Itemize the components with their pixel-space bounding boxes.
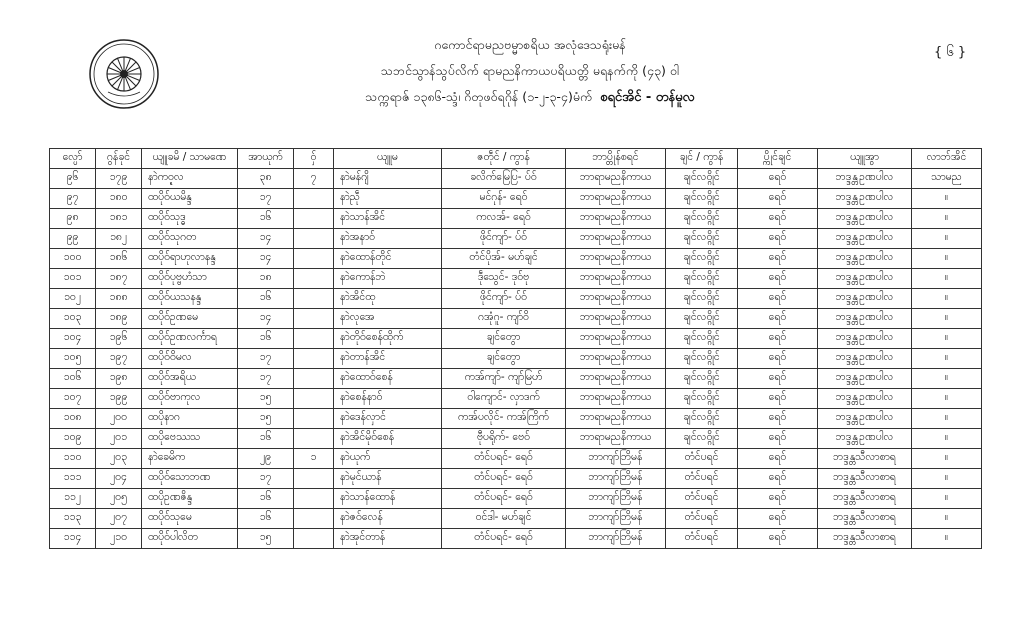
table-cell: နာဲသာန်ထောန် (334, 489, 442, 509)
table-cell: ၁၆ (238, 509, 294, 529)
table-row (50, 249, 982, 269)
table-cell: ထပိုဝ်ဝိမလ (142, 349, 238, 369)
table-cell: ၂၀၀ (96, 409, 142, 429)
organization-seal (88, 38, 160, 110)
table-cell: နာဲမန်ဂျိ (334, 169, 442, 189)
table-cell: ထပိုဗေဿသ (142, 429, 238, 449)
table-cell: ၁၀၅ (50, 349, 96, 369)
table-cell: နာဲဒေန်လှာင် (334, 409, 442, 429)
table-cell (294, 389, 334, 409)
table-cell: ထပိုဝ်သုဂတ (142, 229, 238, 249)
table-cell: ၉၉ (50, 229, 96, 249)
header-line-3-prefix: သက္ကရာဇ် ၁၃၈၆-သ္ဒံ၊ ဂိတုဖဝ်ရဂိုန် (၁-၂-၃-၄)မံက် (365, 89, 593, 104)
table-cell: ၁၈ (238, 269, 294, 289)
table-cell: တံင်ပရင်- ရေဝ် (442, 529, 566, 549)
table-cell: ရေဝ် (738, 249, 818, 269)
table-cell: ဘဒ္ဒန္တဥဏပါလ (818, 269, 912, 289)
header-row (50, 149, 982, 169)
table-cell: ဘာရာမညနိကာယ (566, 329, 666, 349)
table-cell: ။ (912, 529, 982, 549)
table-cell: ဘဒ္ဒန္တဥဏပါလ (818, 329, 912, 349)
table-cell: နာဲအိင်ထု (334, 289, 442, 309)
table-cell: ၁၇ (238, 189, 294, 209)
table-cell: ချင်လဝ္ဂိုင် (666, 189, 738, 209)
table-cell: တံင်ပရင် (666, 509, 738, 529)
table-cell (294, 369, 334, 389)
table-row (50, 489, 982, 509)
table-cell: ချင်လဝ္ဂိုင် (666, 289, 738, 309)
table-cell: ချင်တွော (442, 329, 566, 349)
table-cell: ဘဒ္ဒန္တဥဏပါလ (818, 389, 912, 409)
table-cell: နာဲယုက် (334, 449, 442, 469)
table-cell: ဒဵုသွေင်- ဒုဝ်ဗု (442, 269, 566, 289)
table-cell: ။ (912, 509, 982, 529)
table-header (50, 149, 982, 169)
table-cell: ၁၈၂ (96, 229, 142, 249)
table-cell: ချင်လဝ္ဂိုင် (666, 169, 738, 189)
table-cell: ထပိုဝ်ပုဗ္ဗဟံသာ (142, 269, 238, 289)
table-cell: တံင်ပိုအ်- မဟ်ချင် (442, 249, 566, 269)
column-header: ဘာပ္တိုန်စရင် (566, 149, 666, 169)
table-cell: ဘာရာမညနိကာယ (566, 429, 666, 449)
table-cell: ဘာရာမညနိကာယ (566, 209, 666, 229)
table-cell: ထပိုဝ်ဥဏလင်္ကာရ (142, 329, 238, 349)
table-cell: ၁၉၆ (96, 329, 142, 349)
table-cell: ကအ်ကျာ်- ကျာ်မြဟ် (442, 369, 566, 389)
table-row (50, 409, 982, 429)
table-cell: ဖိုင်ကျာ်- ပ်ဝ် (442, 229, 566, 249)
table-cell: ။ (912, 329, 982, 349)
table-cell: နာဲလုအေ (334, 309, 442, 329)
column-header: ချင် / ကွာန် (666, 149, 738, 169)
table-cell: ။ (912, 209, 982, 229)
table-cell: ဂအုံဂူ- ကျာ်ဝိ (442, 309, 566, 329)
table-cell: ဘဒ္ဒန္တဥဏပါလ (818, 409, 912, 429)
table-cell: ထပိုဝ်အရိယ (142, 369, 238, 389)
table-cell: ၁၀၉ (50, 429, 96, 449)
table-row (50, 469, 982, 489)
table-cell: ၁၆ (238, 209, 294, 229)
table-cell: ၁၄ (238, 229, 294, 249)
page-number: { ၆ } (934, 45, 967, 60)
table-cell: ကအ်ပလိုင်- ကအ်ကြိက် (442, 409, 566, 429)
table-cell: ၉၈ (50, 209, 96, 229)
table-cell: ။ (912, 309, 982, 329)
column-header: ယျူခမိ / သာမဏေ (142, 149, 238, 169)
table-cell: ၁၁၄ (50, 529, 96, 549)
table-cell (294, 249, 334, 269)
table-cell: ဘဒ္ဒန္တဥဏပါလ (818, 229, 912, 249)
table-cell: ချင်လဝ္ဂိုင် (666, 409, 738, 429)
table-cell: ဘဒ္ဒန္တသီလာစာရ (818, 469, 912, 489)
table-cell: ဘာကျာ်ဘြိမန် (566, 469, 666, 489)
table-cell: ၁၄ (238, 309, 294, 329)
table-cell: ရေဝ် (738, 209, 818, 229)
table-row (50, 169, 982, 189)
table-cell: ချင်လဝ္ဂိုင် (666, 229, 738, 249)
table-body (50, 169, 982, 549)
table-row (50, 329, 982, 349)
table-cell: ၁၇ (238, 469, 294, 489)
table-cell: ။ (912, 449, 982, 469)
table-cell: ချင်လဝ္ဂိုင် (666, 309, 738, 329)
table-cell: ဘဒ္ဒန္တဥဏပါလ (818, 289, 912, 309)
table-cell: ၉၆ (50, 169, 96, 189)
table-cell: ဗီုပရိုက်- ဗေဝ် (442, 429, 566, 449)
table-cell: တံင်ပရင်- ရေဝ် (442, 489, 566, 509)
table-cell: ချင်လဝ္ဂိုင် (666, 369, 738, 389)
table-cell: ၁၈၀ (96, 189, 142, 209)
table-row (50, 509, 982, 529)
table-cell: ၂၉ (238, 449, 294, 469)
table-cell (294, 529, 334, 549)
table-cell: ။ (912, 369, 982, 389)
column-header: ယျူအွာ (818, 149, 912, 169)
table-cell: ။ (912, 469, 982, 489)
table-cell: ချင်လဝ္ဂိုင် (666, 249, 738, 269)
table-cell: ချင်လဝ္ဂိုင် (666, 389, 738, 409)
table-cell: သာမည (912, 169, 982, 189)
table-cell: ။ (912, 249, 982, 269)
table-cell: ဘဒ္ဒန္တဥဏပါလ (818, 349, 912, 369)
table-row (50, 229, 982, 249)
table-cell: တံင်ပရင်- ရေဝ် (442, 469, 566, 489)
table-cell: တံင်ပရင်- ရေဝ် (442, 449, 566, 469)
table-cell: ချင်လဝ္ဂိုင် (666, 349, 738, 369)
table-cell: ရေဝ် (738, 229, 818, 249)
table-cell: ခလိက်မြေပြ- ပ်ဝ် (442, 169, 566, 189)
table-cell: တံင်ပရင် (666, 449, 738, 469)
table-cell: ဘဒ္ဒန္တသီလာစာရ (818, 489, 912, 509)
table-cell (294, 269, 334, 289)
table-cell: ရေဝ် (738, 349, 818, 369)
table-cell: တံင်ပရင် (666, 489, 738, 509)
table-cell: ၁၈၇ (96, 269, 142, 289)
register-table (49, 148, 982, 549)
table-cell: နာဲသာန်အိင် (334, 209, 442, 229)
table-cell: မင်ဂုန်- ရေဝ် (442, 189, 566, 209)
document-header (300, 32, 760, 111)
table-cell (294, 349, 334, 369)
table-cell: ၁၁၃ (50, 509, 96, 529)
table-row (50, 369, 982, 389)
table-cell: ထပိုဝ်ယသနန္ဒ (142, 289, 238, 309)
table-cell: ၁၇ (238, 349, 294, 369)
table-cell: ချင်တွော (442, 349, 566, 369)
table-cell (294, 329, 334, 349)
table-row (50, 429, 982, 449)
table-cell: ၁၇၉ (96, 169, 142, 189)
table-row (50, 349, 982, 369)
table-cell: တံင်ပရင် (666, 469, 738, 489)
table-cell: ဘဒ္ဒန္တသီလာစာရ (818, 449, 912, 469)
table-cell: ။ (912, 349, 982, 369)
table-cell: ထပိုဝ်သုဒ္ဓ (142, 209, 238, 229)
table-row (50, 209, 982, 229)
table-cell: ဘဒ္ဒန္တသီလာစာရ (818, 509, 912, 529)
table-cell: ရေဝ် (738, 289, 818, 309)
table-cell (294, 229, 334, 249)
table-cell: ရေဝ် (738, 329, 818, 349)
table-cell: ၂၁၀ (96, 529, 142, 549)
table-cell: ၂၀၁ (96, 429, 142, 449)
table-cell: ဘာရာမညနိကာယ (566, 249, 666, 269)
table-cell: ၁၁၀ (50, 449, 96, 469)
table-cell: ဘဒ္ဒန္တဥဏပါလ (818, 189, 912, 209)
table-cell: ၁၉၇ (96, 349, 142, 369)
table-cell: ရေဝ် (738, 389, 818, 409)
table-cell: နာဲခေမိက (142, 449, 238, 469)
table-cell: ကလအ်- ရေဝ် (442, 209, 566, 229)
table-cell: ဘာရာမညနိကာယ (566, 369, 666, 389)
header-line-1: ဂကောင်ရာမညဗမ္မာစရိယ အလုံဒေသရုံးမန် (434, 37, 626, 52)
table-cell: ရေဝ် (738, 429, 818, 449)
column-header: ဝှ် (294, 149, 334, 169)
table-cell: ၁၈၉ (96, 309, 142, 329)
table-cell: ဘဒ္ဒန္တဥဏပါလ (818, 369, 912, 389)
table-cell: ၁၀၇ (50, 389, 96, 409)
column-header: ယျူမ (334, 149, 442, 169)
table-cell: ဘာရာမညနိကာယ (566, 269, 666, 289)
table-cell: ချင်လဝ္ဂိုင် (666, 209, 738, 229)
header-line-3 (300, 84, 760, 111)
table-cell (294, 409, 334, 429)
table-cell: နာဲတိုဝ်စေန်ထိုက် (334, 329, 442, 349)
table-cell (294, 489, 334, 509)
table-cell: နာဲဇဝ်လေန် (334, 509, 442, 529)
table-cell: နာဲတာန်အိင် (334, 349, 442, 369)
table-cell (294, 189, 334, 209)
table-cell: ချင်လဝ္ဂိုင် (666, 269, 738, 289)
column-header: ပ္ကိုင်ချင် (738, 149, 818, 169)
table-cell (294, 209, 334, 229)
column-header: လာဘ်အိင် (912, 149, 982, 169)
table-cell (294, 429, 334, 449)
table-cell: ၁၉၉ (96, 389, 142, 409)
table-cell: ရေဝ် (738, 269, 818, 289)
table-cell: ၁၆ (238, 289, 294, 309)
table-row (50, 189, 982, 209)
table-cell: ဘာရာမညနိကာယ (566, 349, 666, 369)
table-cell: ဝင်ဒါ- မဟ်ချင် (442, 509, 566, 529)
table-cell: ၁၈၆ (96, 249, 142, 269)
table-cell: ၁၀၀ (50, 249, 96, 269)
table-cell: ထပိုဝ်ဥဏမေ (142, 309, 238, 329)
table-cell: ရေဝ် (738, 509, 818, 529)
table-cell: ၁၀၃ (50, 309, 96, 329)
table-cell: နာဲထောဝ်စေန် (334, 369, 442, 389)
table-row (50, 449, 982, 469)
table-cell: ၁၅ (238, 389, 294, 409)
table-cell: ရေဝ် (738, 309, 818, 329)
table-cell: ရေဝ် (738, 489, 818, 509)
table-cell (294, 289, 334, 309)
table-cell: ၁၁၂ (50, 489, 96, 509)
table-cell: ၁၆ (238, 489, 294, 509)
table-cell: ဝါကျောင်- လှာဒက် (442, 389, 566, 409)
table-cell: နာဲမုင်ယာန် (334, 469, 442, 489)
column-header: အာယုက် (238, 149, 294, 169)
table-cell: ဘာကျာ်ဘြိမန် (566, 489, 666, 509)
table-cell: ဘာရာမညနိကာယ (566, 409, 666, 429)
table-cell: ။ (912, 429, 982, 449)
table-cell: ၂၀၃ (96, 449, 142, 469)
table-cell: ဘာရာမညနိကာယ (566, 229, 666, 249)
table-cell: ဘာကျာ်ဘြိမန် (566, 449, 666, 469)
table-cell: နာဲထောန်တိုင် (334, 249, 442, 269)
table-cell: ရေဝ် (738, 169, 818, 189)
table-cell: ၁၀၈ (50, 409, 96, 429)
table-cell: ရေဝ် (738, 409, 818, 429)
table-cell: ၂၀၇ (96, 509, 142, 529)
table-cell: ရေဝ် (738, 449, 818, 469)
table-cell: ထပိုဝ်သုမေ (142, 509, 238, 529)
table-cell: ဘဒ္ဒန္တဥဏပါလ (818, 309, 912, 329)
table-cell: ဘာရာမညနိကာယ (566, 309, 666, 329)
column-header: ဂွန်ခုင် (96, 149, 142, 169)
table-cell: ဘာကျာ်ဘြိမန် (566, 509, 666, 529)
table-cell: ၁၀၂ (50, 289, 96, 309)
table-cell: ။ (912, 389, 982, 409)
table-cell: ထပိုဝ်ဗာကုလ (142, 389, 238, 409)
table-cell (294, 309, 334, 329)
table-cell: ထပိုနာဂ (142, 409, 238, 429)
table-cell: ၁၇ (238, 369, 294, 389)
table-cell: ၁၁၁ (50, 469, 96, 489)
column-header: လ္ပော် (50, 149, 96, 169)
table-cell: ၁၆ (238, 429, 294, 449)
table-cell: ချင်လဝ္ဂိုင် (666, 429, 738, 449)
table-cell: ဘဒ္ဒန္တဥဏပါလ (818, 429, 912, 449)
table-cell: နာဲအုင်တာန် (334, 529, 442, 549)
table-cell: ထပိုဥဏဇိန္ဒ (142, 489, 238, 509)
table-cell: နာဲအနာဝ် (334, 229, 442, 249)
table-cell: ဘာရာမညနိကာယ (566, 389, 666, 409)
table-cell: ။ (912, 189, 982, 209)
table-cell: ထပိုဝ်ပါလိတ (142, 529, 238, 549)
table-cell (294, 509, 334, 529)
table-cell: ထပိုဝ်သောဘဏ (142, 469, 238, 489)
table-cell: ၉၇ (50, 189, 96, 209)
table-cell: ရေဝ် (738, 369, 818, 389)
table-cell: ဘဒ္ဒန္တဥဏပါလ (818, 249, 912, 269)
table-cell: ။ (912, 489, 982, 509)
table-cell: ၂၀၅ (96, 489, 142, 509)
table-cell: ဘာရာမညနိကာယ (566, 169, 666, 189)
table-cell: ၁၀၁ (50, 269, 96, 289)
table-cell: ၁၈၁ (96, 209, 142, 229)
table-cell: ။ (912, 229, 982, 249)
table-row (50, 389, 982, 409)
table-row (50, 309, 982, 329)
table-cell: ။ (912, 409, 982, 429)
table-cell: ဖိုင်ကျာ်- ပ်ဝ် (442, 289, 566, 309)
table-cell: ဘဒ္ဒန္တဥဏပါလ (818, 169, 912, 189)
table-cell: ၇ (294, 169, 334, 189)
table-cell: ၂၀၄ (96, 469, 142, 489)
table-cell: ထပိုဝ်ရာဟုလာနန္ဒ (142, 249, 238, 269)
table-cell: ဘာရာမညနိကာယ (566, 189, 666, 209)
table-cell: ထပိုဝ်ယမိန္ဒ (142, 189, 238, 209)
table-cell: တံင်ပရင် (666, 529, 738, 549)
table-cell: နာဲကဝ္ဍလ (142, 169, 238, 189)
header-line-2: သဘင်သွာန်သွပ်လိက် ရာမညနိကာယပရိယတ္တိ မရနက်ကို (၄၃) ဝါ (380, 63, 680, 78)
table-cell: ၁၉၈ (96, 369, 142, 389)
table-cell: ။ (912, 269, 982, 289)
table-cell: ရေဝ် (738, 469, 818, 489)
header-line-3-title: စရင်အိင် - တန်မူလ (600, 90, 695, 105)
table-cell: ဘဒ္ဒန္တသီလာစာရ (818, 529, 912, 549)
table-cell: နာဲအိင်မိုဝ်စေန် (334, 429, 442, 449)
table-row (50, 289, 982, 309)
table-cell: ၁၈၈ (96, 289, 142, 309)
table-cell: ရေဝ် (738, 189, 818, 209)
table-cell: နာဲစေန်နာဝ် (334, 389, 442, 409)
table-row (50, 269, 982, 289)
table-cell: ဘာကျာ်ဘြိမန် (566, 529, 666, 549)
table-cell: ဘဒ္ဒန္တဥဏပါလ (818, 209, 912, 229)
table-cell: ၁၆ (238, 329, 294, 349)
table-cell: ချင်လဝ္ဂိုင် (666, 329, 738, 349)
table-cell (294, 469, 334, 489)
table-cell: ၁၀၄ (50, 329, 96, 349)
table-cell: ၁၅ (238, 529, 294, 549)
table-cell: ၁ (294, 449, 334, 469)
table-cell: ၁၄ (238, 249, 294, 269)
table-cell: ။ (912, 289, 982, 309)
table-cell: ဘာရာမညနိကာယ (566, 289, 666, 309)
table-cell: ရေဝ် (738, 529, 818, 549)
table-cell: နာဲကောန်ဘဲ (334, 269, 442, 289)
table-cell: ၁၀၆ (50, 369, 96, 389)
table-cell: နာဲညဵု (334, 189, 442, 209)
table-row (50, 529, 982, 549)
table-cell: ၁၅ (238, 409, 294, 429)
column-header: ဇတဵုင် / ကွာန် (442, 149, 566, 169)
table-cell: ၃၈ (238, 169, 294, 189)
